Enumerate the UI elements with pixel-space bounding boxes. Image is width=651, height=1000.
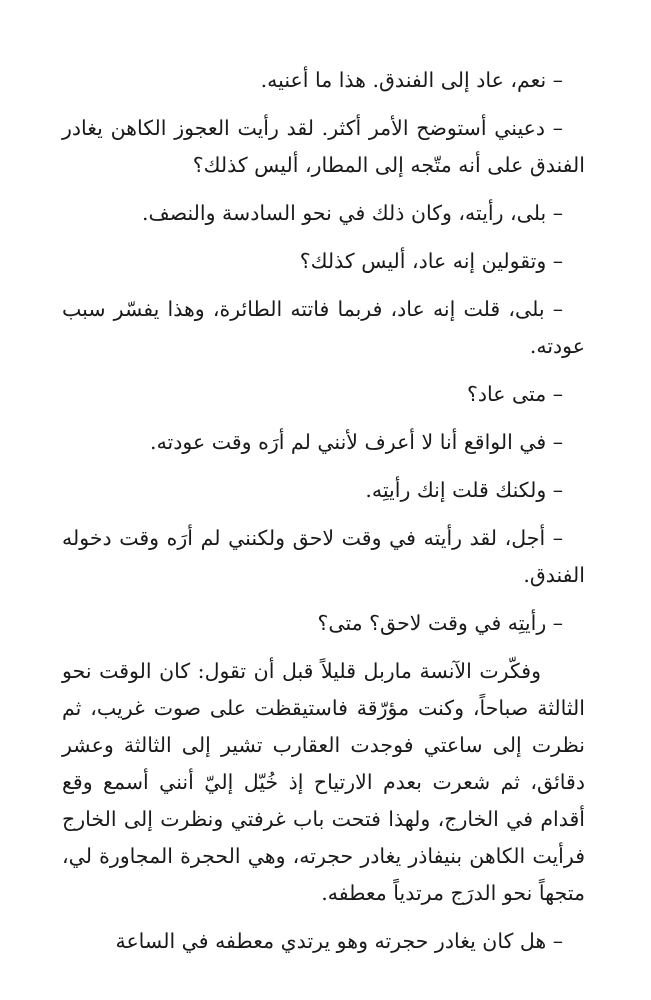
dialogue-line: – وتقولين إنه عاد، أليس كذلك؟ [299, 249, 563, 273]
dialogue-line: – رأيتِه في وقت لاحق؟ متى؟ [317, 611, 563, 635]
dialogue-line: – دعيني أستوضح الأمر أكثر. لقد رأيت العجوز الكاهن يغادر الفندق على أنه متّجه إلى المطار، أليس كذلك؟ [62, 116, 585, 177]
dialogue-line: – في الواقع أنا لا أعرف لأنني لم أرَه وقت عودته. [150, 430, 563, 454]
dialogue-line: – هل كان يغادر حجرته وهو يرتدي معطفه في الساعة [115, 929, 563, 953]
dialogue-line: – ولكنك قلت إنك رأيتِه. [365, 478, 563, 502]
dialogue-line: – أجل، لقد رأيته في وقت لاحق ولكنني لم أرَه وقت دخوله الفندق. [62, 526, 585, 587]
dialogue-line: – متى عاد؟ [466, 382, 563, 406]
dialogue-line: – بلى، رأيته، وكان ذلك في نحو السادسة والنصف. [141, 201, 563, 225]
dialogue-line: – بلى، قلت إنه عاد، فربما فاتته الطائرة، وهذا يفسّر سبب عودته. [62, 297, 585, 358]
dialogue-line: – نعم، عاد إلى الفندق. هذا ما أعنيه. [260, 68, 563, 92]
narrative-paragraph: وفكّرت الآنسة ماربل قليلاً قبل أن تقول: كان الوقت نحو الثالثة صباحاً، وكنت مؤرّقة فاستيقظت على صوت غريب، ثم نظرت إلى ساعتي فوجدت العقارب تشير إلى الثالثة وعشر دقائق، ثم شعرت بعدم الارتياح إذ خُيّل إليّ أنني أسمع وقع أقدام في الخارج، ولهذا فتحت باب غرفتي ونظرت إلى الخارج فرأيت الكاهن بنيفاذر يغادر حجرته، وهي الحجرة المجاورة لي، متجهاً نحو الدرَج مرتدياً معطفه. [62, 659, 585, 905]
